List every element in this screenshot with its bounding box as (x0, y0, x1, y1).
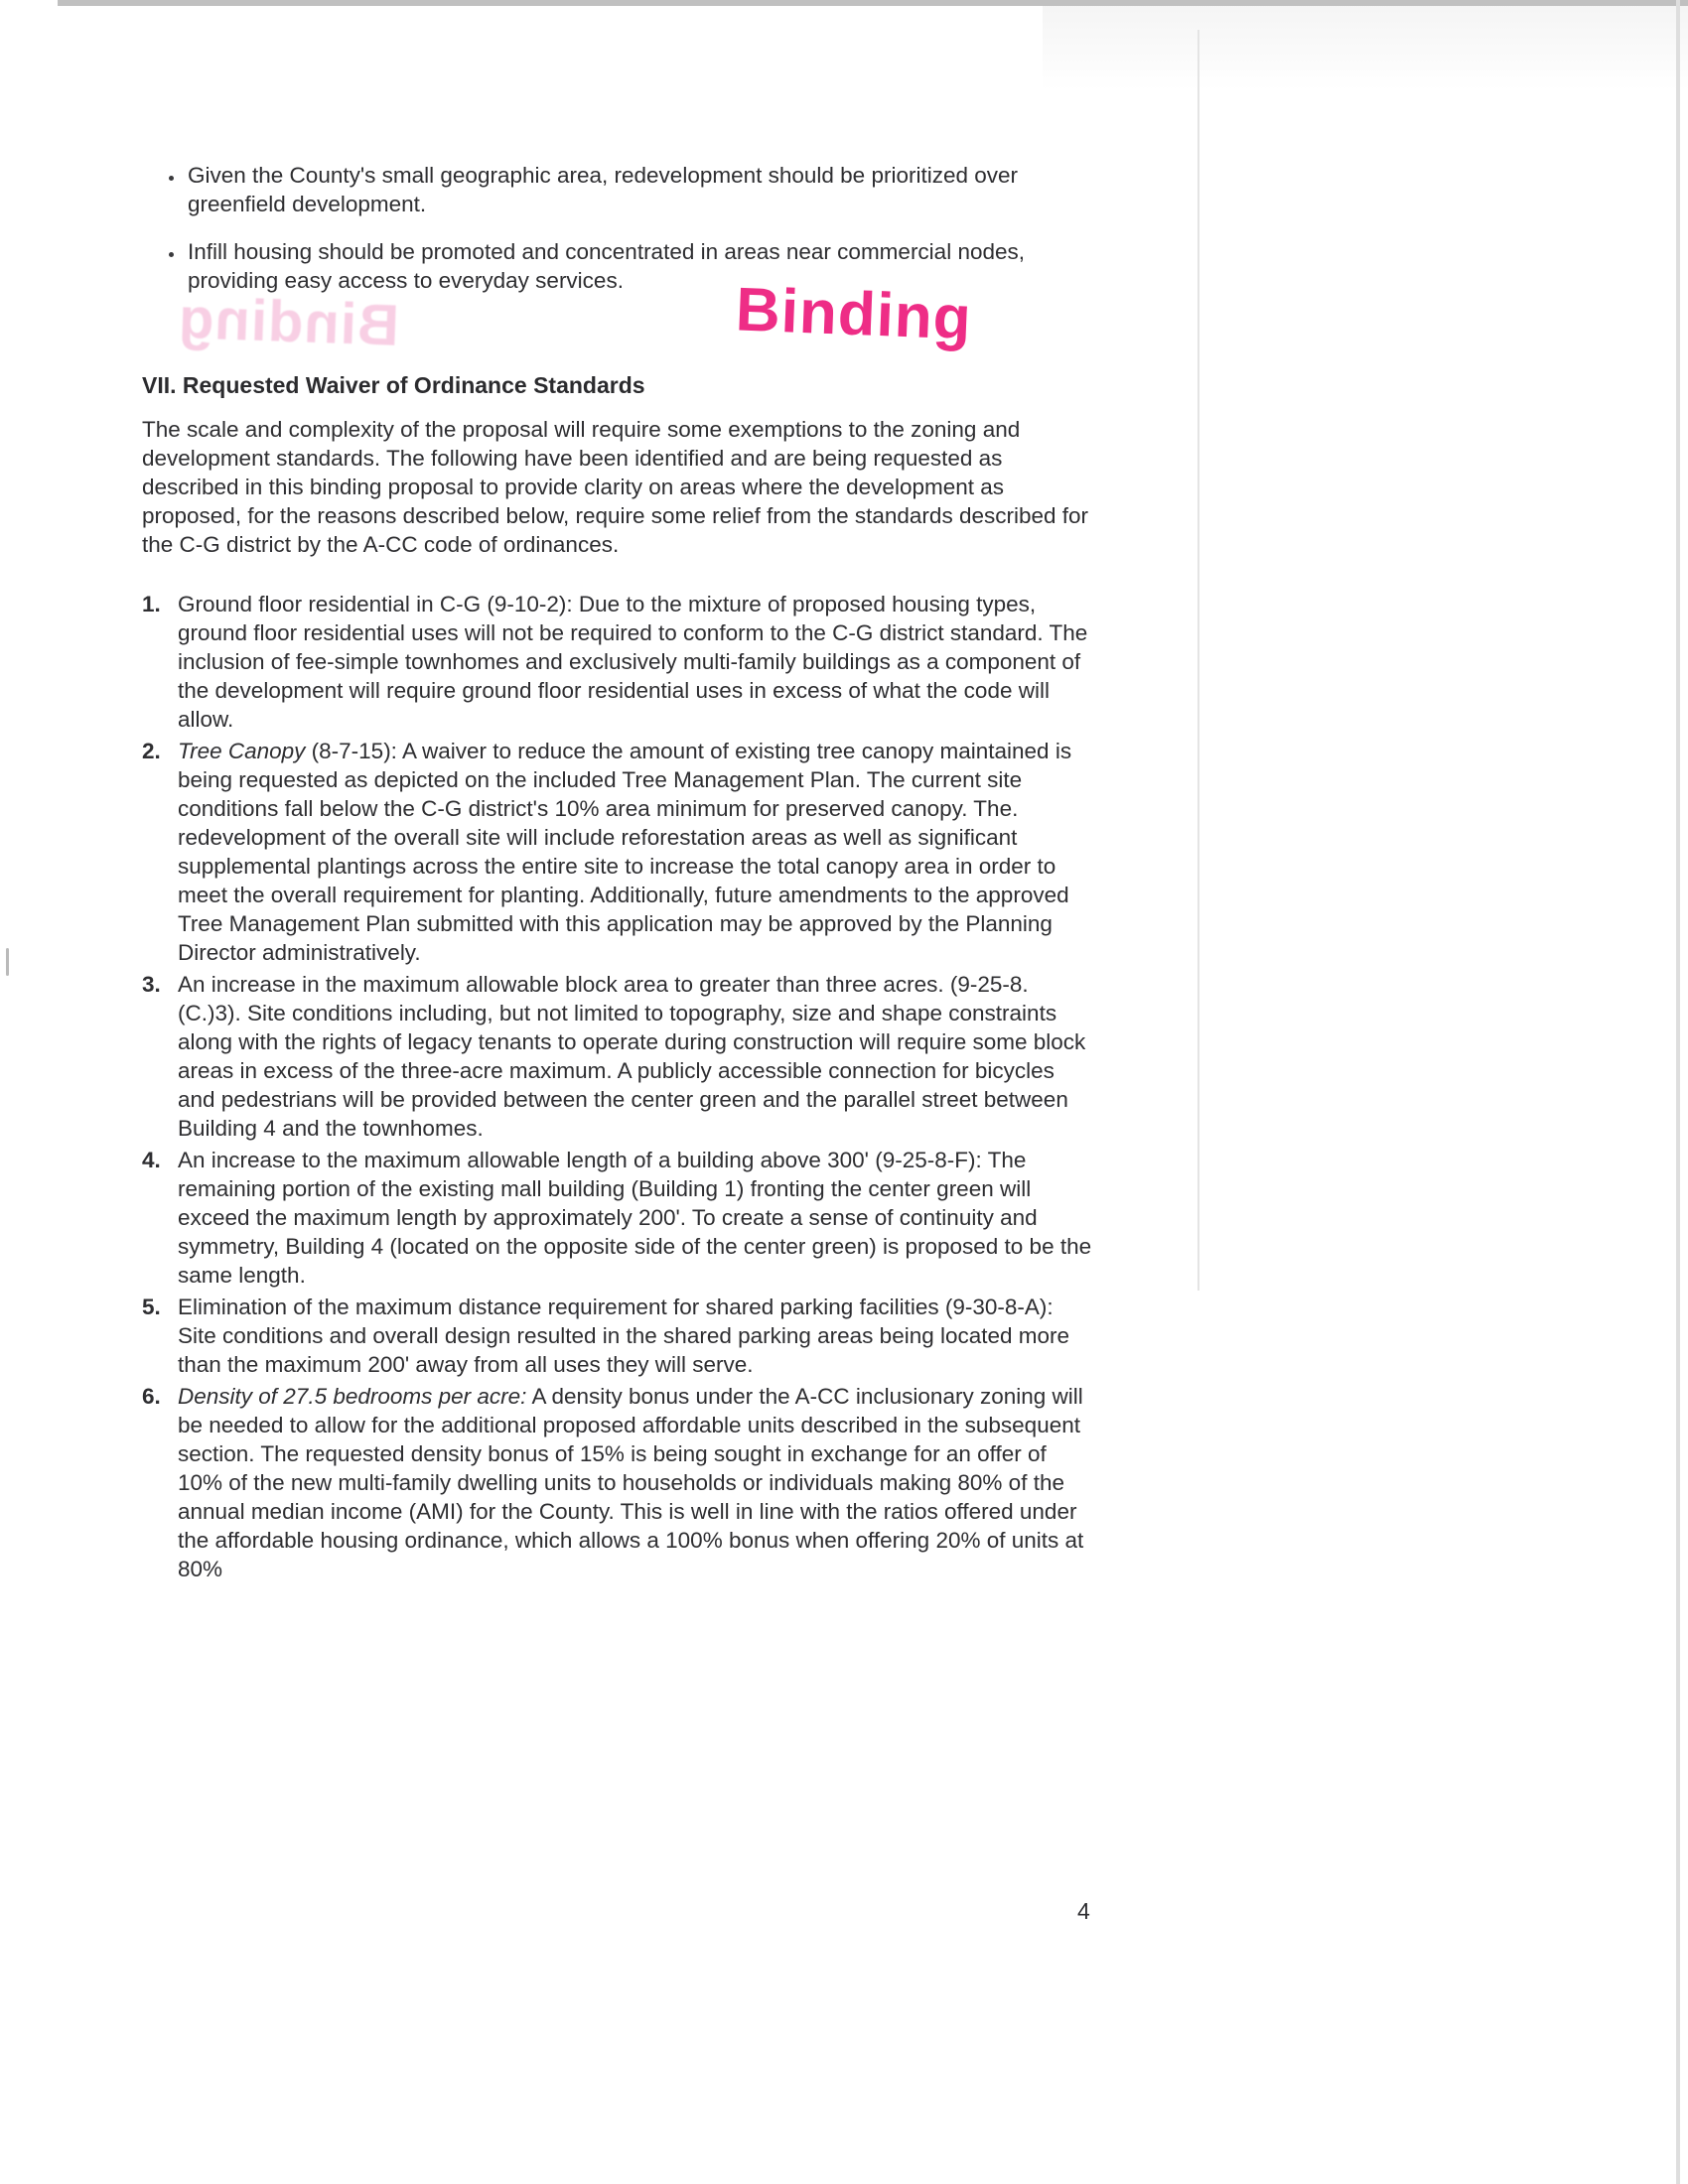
item-body (178, 1293, 1097, 1379)
item-number: 1. (142, 592, 161, 616)
waiver-item-1 (142, 590, 1097, 734)
item-text: A density bonus under the A-CC inclusionary zoning will be needed to allow for the additional proposed affordable units described in the subsequent section. The requested density bonus of 15% is being sought in exchange for an offer of 10% of the new multi-family dwelling units to households or individuals making 80% of the annual median income (AMI) for the County. This is well in line with the ratios offered under the affordable housing ordinance, which allows a 100% bonus when offering 20% of units at 80% (178, 1384, 1084, 1581)
item-body (178, 1146, 1097, 1290)
item-number: 3. (142, 972, 161, 997)
waiver-item-4 (142, 1146, 1097, 1290)
item-text: Ground floor residential in C-G (9-10-2): Due to the mixture of proposed housing types, ground floor residential uses will not be required to conform to the C-G district standard. The inclusion of fee-simple townhomes and exclusively multi-family buildings as a component of the development will require ground floor residential uses in excess of what the code will allow. (178, 592, 1088, 732)
waiver-item-3 (142, 970, 1097, 1143)
binding-stamp: Binding (734, 275, 973, 353)
item-text: Elimination of the maximum distance requirement for shared parking facilities (9-30-8-A): Site conditions and overall design resulted in the shared parking areas being located more than the maximum 200' away from all uses they will serve. (178, 1295, 1070, 1377)
item-number: 6. (142, 1384, 161, 1409)
item-body (178, 737, 1097, 967)
bullet-text: Infill housing should be promoted and concentrated in areas near commercial nodes, providing easy access to everyday services. (188, 239, 1026, 293)
item-text: An increase in the maximum allowable block area to greater than three acres. (9-25-8. (C.)3). Site conditions including, but not limited to topography, size and shape constraints along with the rights of legacy tenants to operate during construction will require some block areas in excess of the three-acre maximum. A publicly accessible connection for bicycles and pedestrians will be provided between the center green and the parallel street between Building 4 and the townhomes. (178, 972, 1086, 1141)
bullet-text: Given the County's small geographic area, redevelopment should be prioritized over greenfield development. (188, 163, 1019, 216)
item-body (178, 970, 1097, 1143)
page-number: 4 (1077, 1898, 1090, 1924)
section-heading: VII. Requested Waiver of Ordinance Standards (142, 372, 645, 398)
scan-artifact-top-shading (1043, 6, 1688, 90)
section-intro-paragraph: The scale and complexity of the proposal will require some exemptions to the zoning and development standards. The following have been identified and are being requested as described in this binding proposal to provide clarity on areas where the development as proposed, for the reasons described below, require some relief from the standards described for the C-G district by the A-CC code of ordinances. (142, 417, 1089, 557)
item-number: 4. (142, 1148, 161, 1172)
waiver-item-5 (142, 1293, 1097, 1379)
binding-stamp-bleedthrough: Binding (176, 286, 400, 358)
scan-artifact-left-mark (6, 948, 9, 976)
bullet-list (142, 161, 1097, 295)
item-number: 2. (142, 739, 161, 763)
scan-artifact-vertical-line (1197, 30, 1199, 1291)
waiver-item-2 (142, 737, 1097, 967)
item-text: An increase to the maximum allowable length of a building above 300' (9-25-8-F): The remaining portion of the existing mall building (Building 1) fronting the center green will exceed the maximum length by approximately 200'. To create a sense of continuity and symmetry, Building 4 (located on the opposite side of the center green) is proposed to be the same length. (178, 1148, 1092, 1288)
item-italic-lead: Tree Canopy (178, 739, 306, 763)
waiver-list (142, 590, 1097, 1583)
item-number: 5. (142, 1295, 161, 1319)
item-italic-lead: Density of 27.5 bedrooms per acre: (178, 1384, 527, 1409)
document-content (142, 161, 1097, 1586)
item-body (178, 1382, 1097, 1583)
item-body (178, 590, 1097, 734)
waiver-item-6 (142, 1382, 1097, 1583)
scan-artifact-right-edge (1676, 0, 1680, 2184)
item-text: (8-7-15): A waiver to reduce the amount of existing tree canopy maintained is being requested as depicted on the included Tree Management Plan. The current site conditions fall below the C-G district's 10% area minimum for preserved canopy. The. redevelopment of the overall site will include reforestation areas as well as significant supplemental plantings across the entire site to increase the total canopy area in order to meet the overall requirement for planting. Additionally, future amendments to the approved Tree Management Plan submitted with this application may be approved by the Planning Director administratively. (178, 739, 1072, 965)
section-heading-row (142, 275, 1097, 400)
bullet-item (186, 161, 1097, 218)
